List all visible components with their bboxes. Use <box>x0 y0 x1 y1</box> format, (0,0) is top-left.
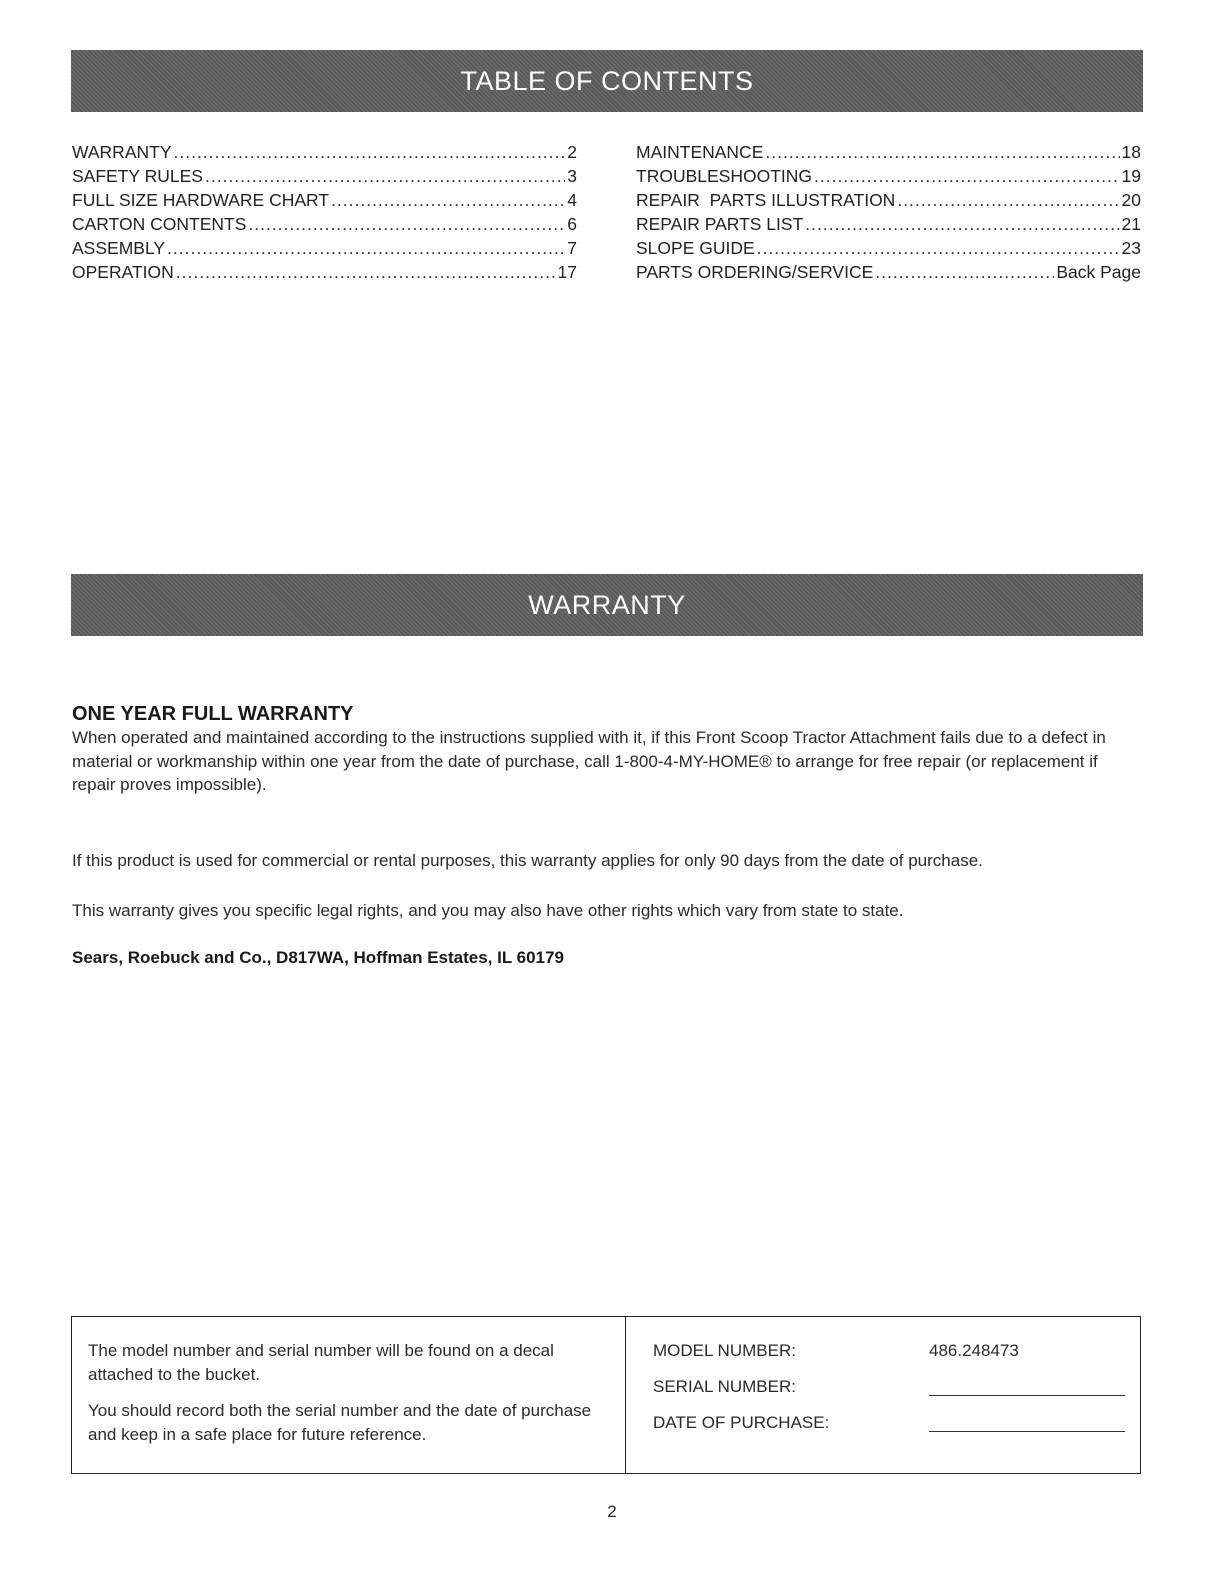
toc-leader-dots <box>765 140 1119 164</box>
toc-entry[interactable] <box>636 164 1141 188</box>
toc-leader-dots <box>174 140 566 164</box>
warranty-heading: WARRANTY <box>528 589 686 620</box>
purchase-date-row <box>653 1413 1140 1449</box>
toc-leader-dots <box>205 164 565 188</box>
record-note: You should record both the serial number and the date of purchase and keep in a safe place for future reference. <box>88 1401 592 1444</box>
purchase-date-blank-line[interactable] <box>929 1431 1125 1432</box>
model-info-fields <box>626 1317 1140 1497</box>
toc-entry-title: PARTS ORDERING/SERVICE <box>636 262 874 282</box>
toc-entry-title: WARRANTY <box>72 142 172 162</box>
toc-entry-title: SLOPE GUIDE <box>636 238 755 258</box>
toc-entry-page: 3 <box>567 166 577 186</box>
toc-entry-page: 17 <box>557 262 577 282</box>
toc-entry-title: REPAIR PARTS LIST <box>636 214 804 234</box>
toc-entry-title: SAFETY RULES <box>72 166 203 186</box>
toc-entry-page: 23 <box>1121 238 1141 258</box>
toc-leader-dots <box>331 188 565 212</box>
toc-leader-dots <box>897 188 1119 212</box>
toc-entry-page: 20 <box>1121 190 1141 210</box>
warranty-title: ONE YEAR FULL WARRANTY <box>72 703 354 725</box>
toc-entry[interactable] <box>636 212 1141 236</box>
model-location-note: The model number and serial number will be found on a decal attached to the bucket. <box>88 1341 554 1384</box>
page-number: 2 <box>607 1502 617 1521</box>
toc-leader-dots <box>248 212 565 236</box>
warranty-banner <box>71 574 1143 636</box>
toc-entry-title: TROUBLESHOOTING <box>636 166 812 186</box>
toc-heading: TABLE OF CONTENTS <box>460 65 754 96</box>
toc-entry[interactable] <box>72 140 577 164</box>
model-info-box <box>71 1316 1141 1474</box>
toc-entry-page: 4 <box>567 190 577 210</box>
warranty-paragraph: When operated and maintained according to the instructions supplied with it, if this Front Scoop Tractor Attachment fails due to a defect in material or workmanship within one year from the date of purchase, call 1-800-4-MY-HOME® to arrange for free repair (or replacement if repair proves impossible). <box>72 728 1106 794</box>
toc-leader-dots <box>814 164 1120 188</box>
toc-entry[interactable] <box>636 188 1141 212</box>
model-number-label: MODEL NUMBER: <box>653 1341 796 1360</box>
toc-entry-title: REPAIR PARTS ILLUSTRATION <box>636 190 896 210</box>
toc-right-column <box>636 140 1141 284</box>
warranty-paragraph: If this product is used for commercial or rental purposes, this warranty applies for only 90 days from the date of purchase. <box>72 851 983 870</box>
toc-entry[interactable] <box>636 140 1141 164</box>
serial-number-row <box>653 1377 1140 1413</box>
model-number-row <box>653 1341 1140 1377</box>
purchase-date-label: DATE OF PURCHASE: <box>653 1413 830 1432</box>
toc-entry[interactable] <box>72 164 577 188</box>
serial-number-blank-line[interactable] <box>929 1395 1125 1396</box>
toc-entry-title: FULL SIZE HARDWARE CHART <box>72 190 330 210</box>
toc-leader-dots <box>176 260 556 284</box>
toc-entry-page: 7 <box>567 238 577 258</box>
toc-leader-dots <box>805 212 1119 236</box>
toc-banner <box>71 50 1143 112</box>
toc-entry-title: OPERATION <box>72 262 174 282</box>
toc-entry-page: 19 <box>1121 166 1141 186</box>
toc-entry[interactable] <box>636 260 1141 284</box>
toc-entry-page: 6 <box>567 214 577 234</box>
toc-entry-page: 21 <box>1121 214 1141 234</box>
toc-leader-dots <box>757 236 1120 260</box>
warranty-address: Sears, Roebuck and Co., D817WA, Hoffman Estates, IL 60179 <box>72 948 564 967</box>
toc-entry-title: MAINTENANCE <box>636 142 764 162</box>
toc-entry-page: 2 <box>567 142 577 162</box>
model-number-value: 486.248473 <box>929 1341 1019 1360</box>
model-info-notes <box>72 1317 626 1473</box>
serial-number-label: SERIAL NUMBER: <box>653 1377 796 1396</box>
toc-leader-dots <box>875 260 1054 284</box>
toc-entry-page: 18 <box>1121 142 1141 162</box>
toc-entry[interactable] <box>72 212 577 236</box>
toc-entry[interactable] <box>72 188 577 212</box>
toc-entry-title: ASSEMBLY <box>72 238 166 258</box>
toc-left-column <box>72 140 577 284</box>
toc-entry[interactable] <box>636 236 1141 260</box>
toc-entry[interactable] <box>72 236 577 260</box>
toc-entry-page: Back Page <box>1056 262 1141 282</box>
warranty-paragraph: This warranty gives you specific legal rights, and you may also have other rights which vary from state to state. <box>72 901 904 920</box>
toc-leader-dots <box>167 236 565 260</box>
toc-entry-title: CARTON CONTENTS <box>72 214 247 234</box>
toc-entry[interactable] <box>72 260 577 284</box>
